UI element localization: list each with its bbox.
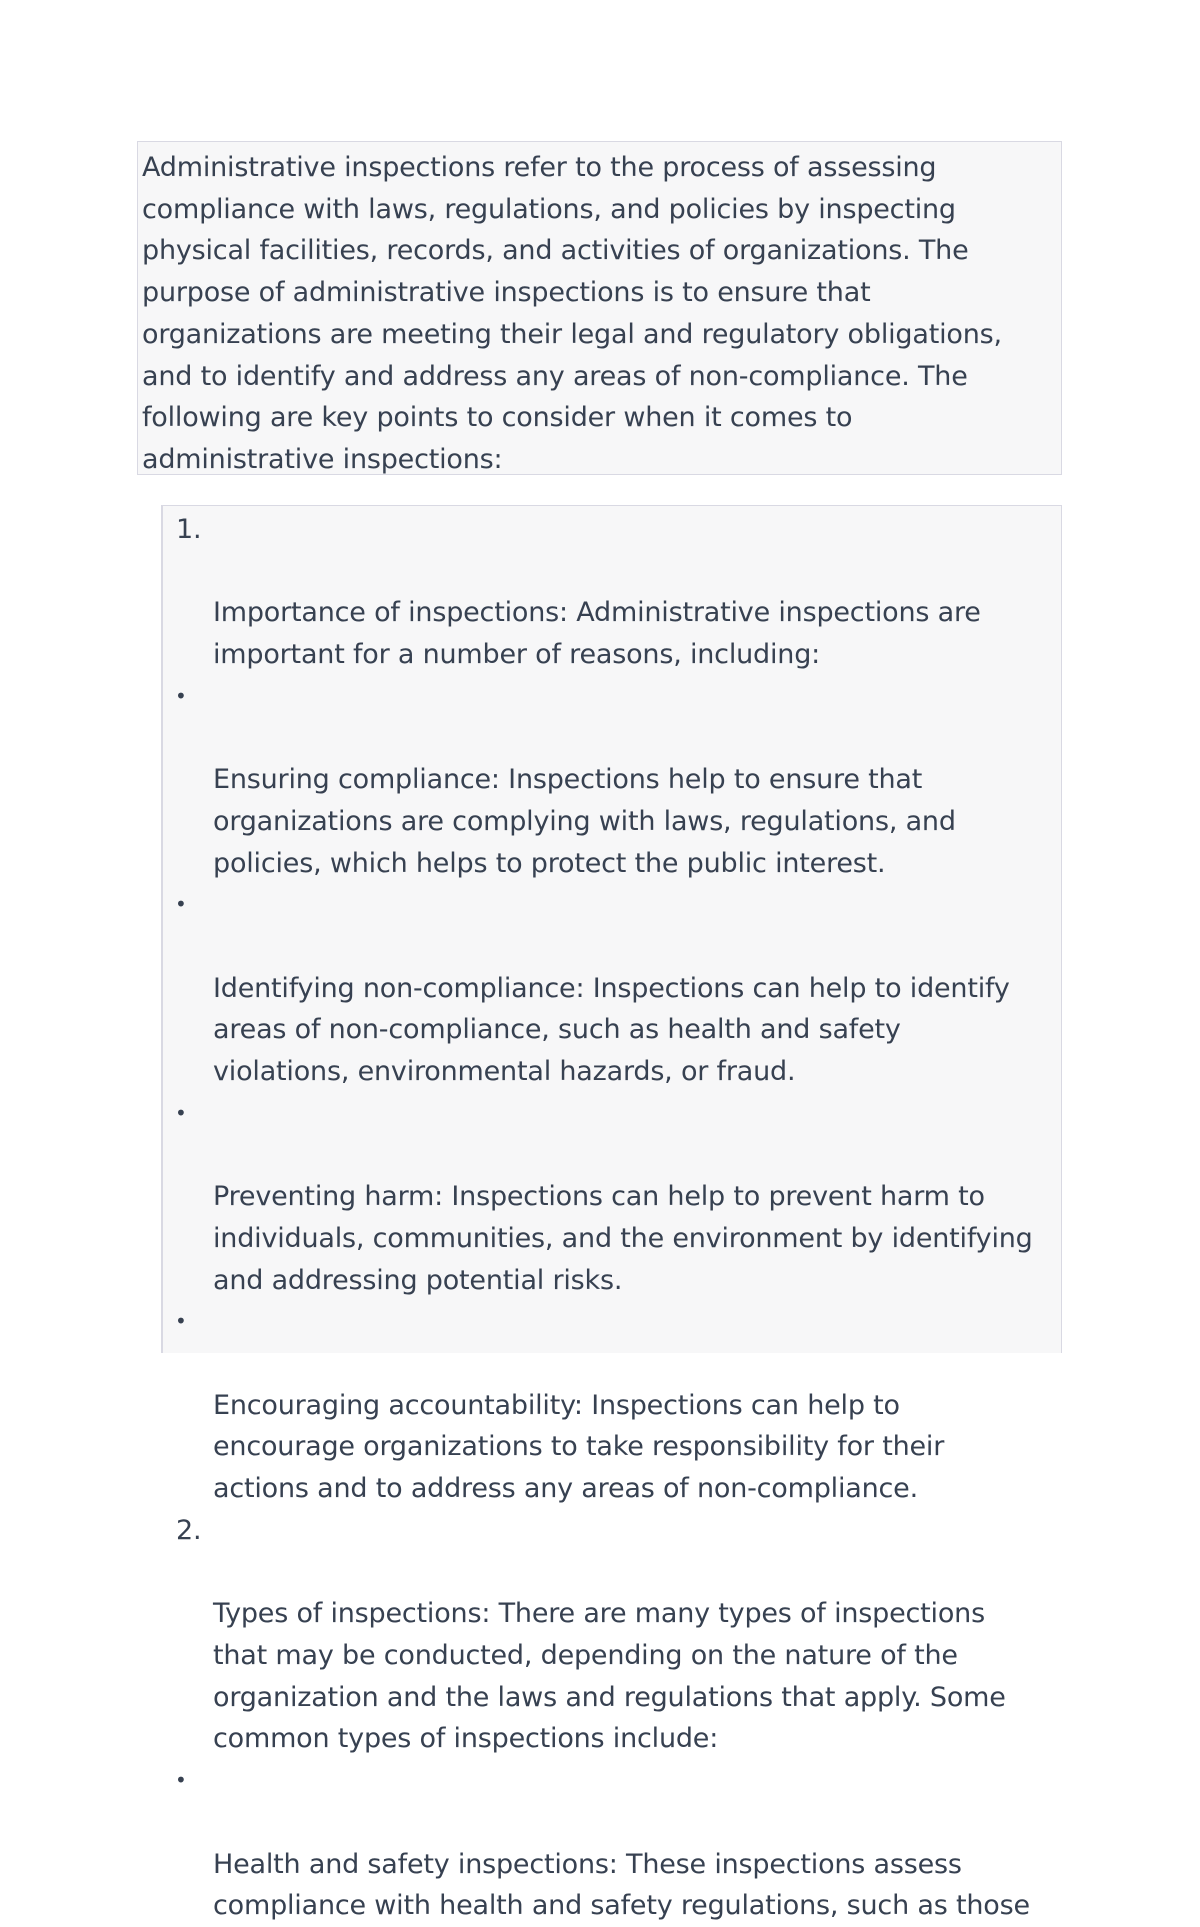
list-item-text: Encouraging accountability: Inspections can help to encourage organizations to take responsibility for their actions and to address any areas of non-compliance. [213, 1389, 945, 1505]
list-item-numbered [163, 1510, 1061, 1760]
bullet-icon: • [175, 1100, 187, 1125]
list-item-text: Health and safety inspections: These inspections assess compliance with health and safety regulations, such as those [213, 1848, 1030, 1922]
bullet-icon: • [175, 1309, 187, 1334]
list-item-text: Identifying non-compliance: Inspections can help to identify areas of non-compliance, such as health and safety violations, environmental hazards, or fraud. [213, 972, 1010, 1088]
intro-block [137, 141, 1062, 475]
list-item-text: Importance of inspections: Administrative inspections are important for a number of reasons, including: [213, 597, 981, 671]
list-item-bullet [163, 1760, 1061, 1927]
bullet-icon: • [175, 1768, 187, 1793]
intro-paragraph: Administrative inspections refer to the process of assessing compliance with laws, regulations, and policies by inspecting physical facilities, records, and activities of organizations. The purpose of administrative inspections is to ensure that organizations are meeting their legal and regulatory obligations, and to identify and address any areas of non-compliance. The following are key points to consider when it comes to administrative inspections: [142, 152, 1002, 475]
list-marker-number: 1. [176, 514, 202, 545]
list-item-bullet [163, 884, 1061, 1093]
list-item-text: Types of inspections: There are many types of inspections that may be conducted, depending on the nature of the organization and the laws and regulations that apply. Some common types of inspections include: [213, 1598, 1006, 1755]
list-item-text: Preventing harm: Inspections can help to prevent harm to individuals, communities, and the environment by identifying and addressing potential risks. [213, 1181, 1033, 1296]
list-item-text: Ensuring compliance: Inspections help to ensure that organizations are complying with laws, regulations, and policies, which helps to protect the public interest. [213, 764, 956, 879]
list-item-bullet [163, 676, 1061, 885]
list-marker-number: 2. [176, 1514, 202, 1546]
list-item-bullet [163, 1093, 1061, 1302]
bullet-icon: • [175, 683, 187, 708]
bullet-icon: • [175, 892, 187, 917]
key-points-list [161, 505, 1062, 1922]
list-item-bullet [163, 1301, 1061, 1510]
list-item-numbered [163, 509, 1061, 676]
